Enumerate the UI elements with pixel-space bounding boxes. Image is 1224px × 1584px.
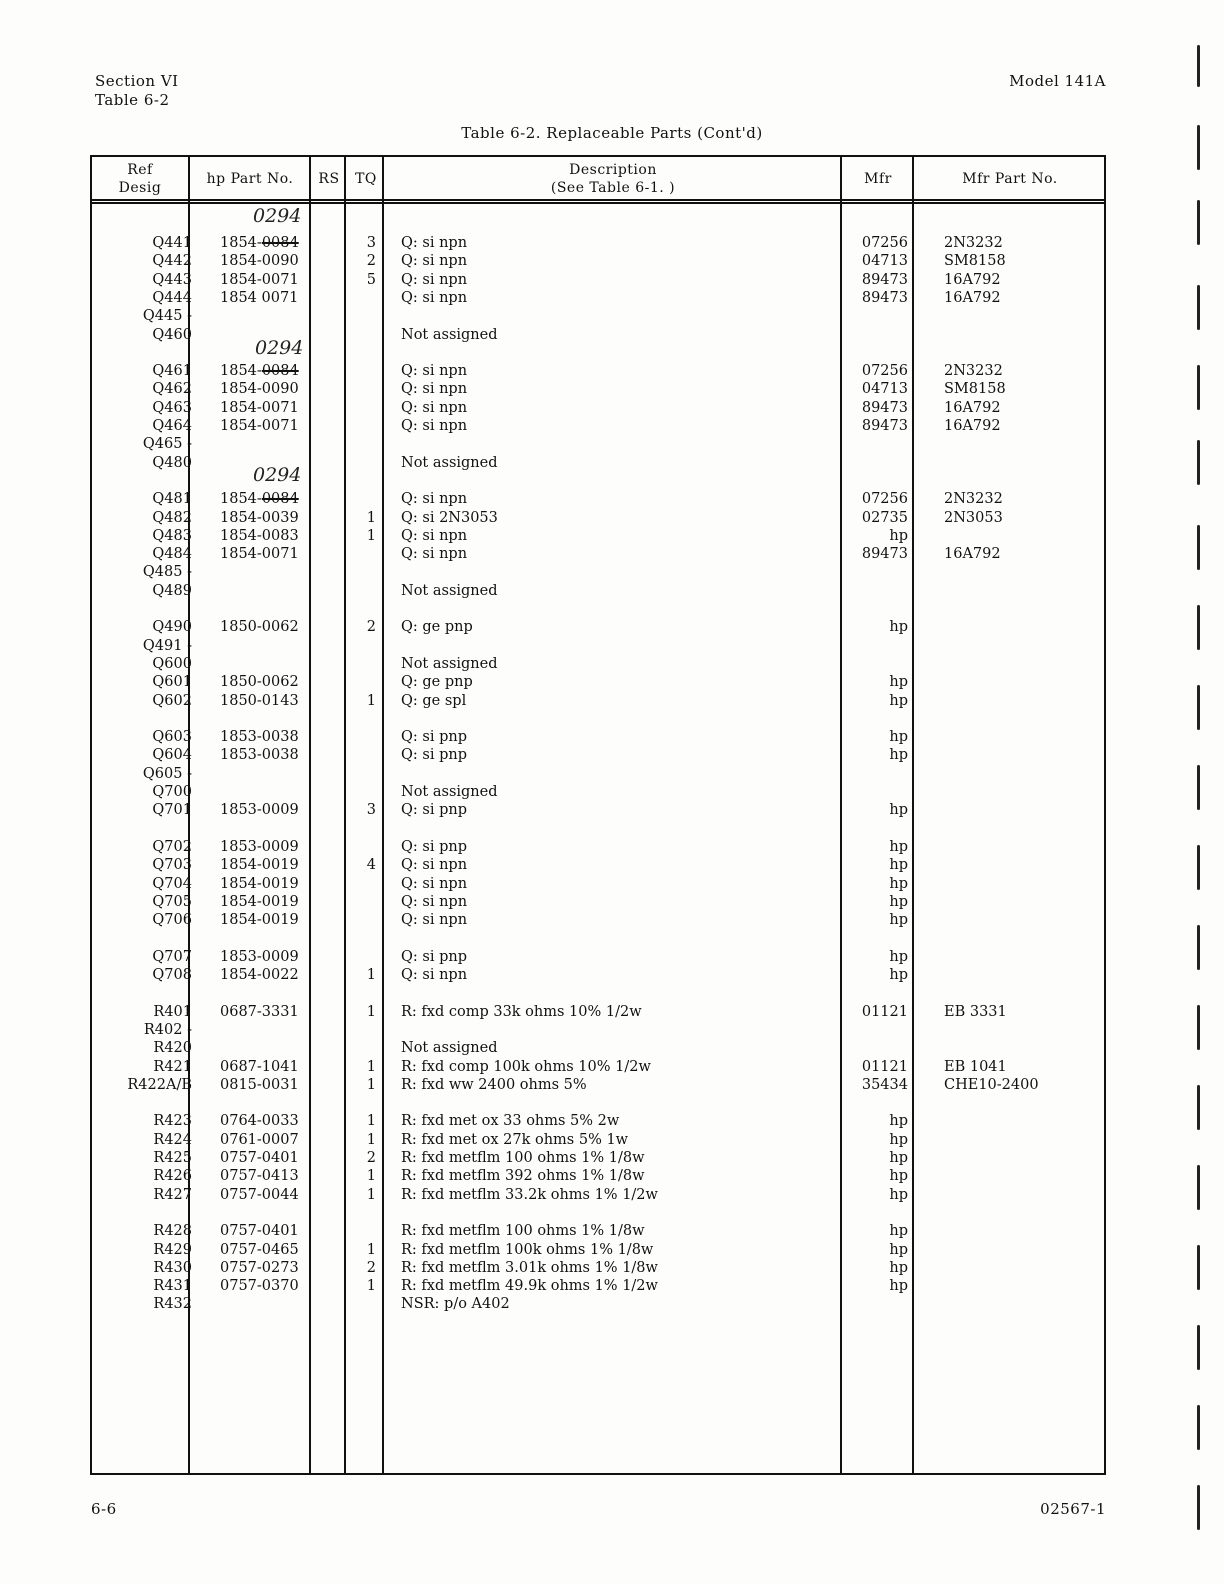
ref-desig-cell: Q462	[152, 381, 192, 398]
description-cell: Not assigned	[401, 784, 498, 800]
table-row	[92, 582, 1108, 600]
binding-edge-mark	[1197, 125, 1200, 170]
table-reference: Table 6-2	[95, 91, 170, 109]
mfr-part-cell: CHE10-2400	[944, 1076, 1039, 1093]
mfr-part-cell: 2N3232	[944, 235, 1003, 251]
mfr-cell: 89473	[861, 399, 908, 416]
table-row	[92, 1277, 1108, 1295]
description-cell: Q: ge spl	[401, 692, 467, 709]
mfr-part-cell: 2N3232	[944, 491, 1003, 508]
col-header-mfr-part: Mfr Part No.	[962, 171, 1058, 187]
ref-desig-cell: R429	[153, 1241, 192, 1258]
description-cell: Q: si npn	[401, 399, 468, 416]
ref-desig-cell: Q460	[152, 326, 192, 343]
ref-desig-cell: R432	[153, 1296, 192, 1313]
mfr-cell: hp	[889, 802, 908, 819]
mfr-cell: hp	[889, 747, 908, 764]
ref-desig-cell: Q483	[152, 527, 192, 544]
ref-desig-cell: Q707	[152, 948, 192, 965]
mfr-cell: hp	[889, 1150, 908, 1166]
table-row	[92, 911, 1108, 929]
table-row	[92, 637, 1108, 655]
ref-desig-cell: Q702	[152, 838, 192, 855]
ref-desig-cell: R422A/B	[127, 1076, 192, 1093]
description-cell: Not assigned	[401, 1040, 498, 1057]
description-cell: R: fxd metflm 3.01k ohms 1% 1/8w	[401, 1259, 658, 1276]
section-header	[95, 72, 179, 110]
tq-cell: 1	[366, 1131, 376, 1148]
description-cell: Q: si pnp	[401, 729, 467, 746]
tq-cell: 5	[366, 271, 376, 288]
mfr-part-cell: 16A792	[944, 399, 1001, 416]
table-row	[92, 948, 1108, 966]
hp-part-cell: 1850-0062	[220, 674, 299, 691]
mfr-cell: hp	[889, 729, 908, 746]
mfr-part-cell: SM8158	[944, 253, 1006, 270]
description-cell: Q: si npn	[401, 967, 468, 983]
description-cell: Q: si npn	[401, 289, 468, 306]
mfr-cell: hp	[889, 527, 908, 544]
ref-desig-cell: Q708	[152, 967, 192, 983]
mfr-cell: hp	[889, 619, 908, 636]
description-cell: Q: si npn	[401, 418, 468, 434]
binding-edge-mark	[1197, 1325, 1200, 1370]
ref-desig-cell: R423	[153, 1113, 192, 1130]
col-header-tq: TQ	[355, 171, 377, 187]
binding-edge-mark	[1197, 1405, 1200, 1450]
hp-part-cell: 1854-0084	[220, 491, 299, 508]
ref-desig-cell: Q442	[152, 253, 192, 270]
hp-part-cell: 1854-0084	[220, 363, 299, 380]
description-cell: R: fxd metflm 33.2k ohms 1% 1/2w	[401, 1186, 658, 1203]
col-header-rs: RS	[318, 171, 340, 187]
description-cell: Q: si npn	[401, 875, 468, 892]
ref-desig-cell: Q490	[152, 619, 192, 636]
binding-edge-mark	[1197, 685, 1200, 730]
tq-cell: 1	[366, 1278, 376, 1295]
description-cell: NSR: p/o A402	[401, 1296, 510, 1313]
table-row	[92, 1186, 1108, 1204]
description-cell: Q: ge pnp	[401, 674, 473, 691]
table-row	[92, 618, 1108, 636]
ref-desig-cell: Q480	[152, 454, 192, 471]
mfr-cell: 01121	[861, 1058, 908, 1075]
hp-part-cell: 1853-0009	[220, 802, 299, 819]
ref-desig-cell: R402 -	[143, 1021, 192, 1038]
table-row	[92, 1131, 1108, 1149]
ref-desig-cell: R401	[153, 1003, 192, 1020]
model-label: Model 141A	[1009, 72, 1106, 90]
table-row	[92, 692, 1108, 710]
ref-desig-cell: Q484	[152, 546, 192, 563]
table-row	[92, 1021, 1108, 1039]
hp-part-cell: 1854 0071	[220, 289, 299, 306]
description-cell: Q: si pnp	[401, 747, 467, 764]
table-row	[92, 1241, 1108, 1259]
page-number: 6-6	[91, 1500, 117, 1518]
table-row	[92, 783, 1108, 801]
hp-part-cell: 0757-0273	[220, 1259, 299, 1276]
tq-cell: 1	[366, 1058, 376, 1075]
mfr-cell: hp	[889, 1168, 908, 1185]
tq-cell: 1	[366, 1186, 376, 1203]
description-cell: Q: si npn	[401, 491, 468, 508]
mfr-cell: hp	[889, 1278, 908, 1295]
hp-part-cell: 0757-0044	[220, 1186, 299, 1203]
hp-part-cell: 1854-0090	[220, 381, 299, 398]
table-row	[92, 1003, 1108, 1021]
mfr-cell: hp	[889, 1113, 908, 1130]
table-row	[92, 563, 1108, 581]
hp-part-cell: 1853-0038	[220, 729, 299, 746]
tq-cell: 2	[366, 253, 376, 270]
mfr-cell: 07256	[861, 491, 908, 508]
description-cell: Q: si npn	[401, 271, 468, 288]
mfr-part-cell: EB 1041	[944, 1058, 1007, 1075]
ref-desig-cell: Q701	[152, 802, 192, 819]
mfr-cell: hp	[889, 1131, 908, 1148]
hp-part-cell: 1854-0083	[220, 527, 299, 544]
ref-desig-cell: Q443	[152, 271, 192, 288]
mfr-cell: 07256	[861, 363, 908, 380]
ref-desig-cell: Q489	[152, 582, 192, 599]
hp-part-cell: 0815-0031	[220, 1076, 299, 1093]
table-row	[92, 234, 1108, 252]
table-row	[92, 509, 1108, 527]
binding-edge-mark	[1197, 365, 1200, 410]
tq-cell: 3	[366, 235, 376, 251]
mfr-part-cell: 2N3232	[944, 363, 1003, 380]
table-row	[92, 435, 1108, 453]
tq-cell: 1	[366, 509, 376, 526]
tq-cell: 2	[366, 1259, 376, 1276]
mfr-cell: 01121	[861, 1003, 908, 1020]
table-row	[92, 856, 1108, 874]
description-cell: Q: si npn	[401, 912, 468, 929]
binding-edge-mark	[1197, 525, 1200, 570]
handwritten-note: 0294	[253, 205, 302, 227]
ref-desig-cell: Q482	[152, 509, 192, 526]
table-row	[92, 1167, 1108, 1185]
ref-desig-cell: Q705	[152, 893, 192, 910]
hp-part-cell: 1853-0009	[220, 838, 299, 855]
table-row	[92, 252, 1108, 270]
ref-desig-cell: R428	[153, 1223, 192, 1240]
description-cell: Not assigned	[401, 655, 498, 672]
tq-cell: 1	[366, 1113, 376, 1130]
ref-desig-cell: Q445 -	[142, 308, 192, 325]
binding-edge-mark	[1197, 1485, 1200, 1530]
tq-cell: 1	[366, 1241, 376, 1258]
table-row	[92, 1222, 1108, 1240]
table-row	[92, 326, 1108, 344]
mfr-cell: hp	[889, 893, 908, 910]
hp-part-cell: 1854-0084	[220, 235, 299, 251]
binding-edge-mark	[1197, 1165, 1200, 1210]
hp-part-cell: 1854-0019	[220, 893, 299, 910]
col-header-description	[385, 157, 841, 201]
ref-desig-cell: R420	[153, 1040, 192, 1057]
mfr-cell: hp	[889, 967, 908, 983]
mfr-cell: 89473	[861, 289, 908, 306]
ref-desig-cell: Q703	[152, 857, 192, 874]
ref-desig-cell: Q441	[152, 235, 192, 251]
ref-desig-cell: Q706	[152, 912, 192, 929]
description-cell: Not assigned	[401, 454, 498, 471]
description-cell: Q: si pnp	[401, 802, 467, 819]
binding-edge-mark	[1197, 605, 1200, 650]
description-cell: Q: si 2N3053	[401, 509, 498, 526]
ref-desig-cell: Q491 -	[142, 637, 192, 654]
ref-desig-cell: Q604	[152, 747, 192, 764]
hp-part-cell: 0687-1041	[220, 1058, 299, 1075]
table-row	[92, 728, 1108, 746]
binding-edge-mark	[1197, 200, 1200, 245]
table-row	[92, 399, 1108, 417]
tq-cell: 1	[366, 967, 376, 983]
mfr-cell: hp	[889, 912, 908, 929]
table-row	[92, 545, 1108, 563]
hp-part-cell: 0764-0033	[220, 1113, 299, 1130]
ref-desig-cell: R427	[153, 1186, 192, 1203]
description-cell: Q: si npn	[401, 857, 468, 874]
hp-part-cell: 1854-0071	[220, 418, 299, 434]
parts-table	[90, 155, 1106, 1475]
table-row	[92, 289, 1108, 307]
document-number: 02567-1	[1040, 1500, 1106, 1518]
description-cell: Q: si npn	[401, 235, 468, 251]
table-row	[92, 417, 1108, 435]
binding-edge-mark	[1197, 845, 1200, 890]
description-cell: R: fxd metflm 100k ohms 1% 1/8w	[401, 1241, 654, 1258]
section-title: Section VI	[95, 72, 179, 90]
ref-desig-cell: Q463	[152, 399, 192, 416]
ref-desig-cell: Q464	[152, 418, 192, 434]
hp-part-cell: 1854-0039	[220, 509, 299, 526]
table-row	[92, 1259, 1108, 1277]
mfr-cell: hp	[889, 674, 908, 691]
ref-desig-cell: R430	[153, 1259, 192, 1276]
mfr-cell: 07256	[861, 235, 908, 251]
table-row	[92, 380, 1108, 398]
hp-part-cell: 1854-0071	[220, 546, 299, 563]
table-row	[92, 1112, 1108, 1130]
description-cell: Q: si npn	[401, 527, 468, 544]
description-cell: R: fxd comp 33k ohms 10% 1/2w	[401, 1003, 642, 1020]
handwritten-note: 0294	[253, 464, 302, 486]
hp-part-cell: 1853-0009	[220, 948, 299, 965]
description-cell: R: fxd metflm 392 ohms 1% 1/8w	[401, 1168, 645, 1185]
header-divider	[92, 199, 1104, 201]
ref-desig-cell: R431	[153, 1278, 192, 1295]
hp-part-cell: 0687-3331	[220, 1003, 299, 1020]
binding-edge-mark	[1197, 285, 1200, 330]
table-row	[92, 362, 1108, 380]
table-row	[92, 765, 1108, 783]
description-cell: Q: si npn	[401, 893, 468, 910]
mfr-cell: hp	[889, 857, 908, 874]
binding-edge-mark	[1197, 45, 1200, 87]
hp-part-cell: 1853-0038	[220, 747, 299, 764]
mfr-part-cell: 16A792	[944, 418, 1001, 434]
description-cell: R: fxd ww 2400 ohms 5%	[401, 1076, 587, 1093]
mfr-cell: hp	[889, 1241, 908, 1258]
hp-part-cell: 1854-0019	[220, 912, 299, 929]
ref-desig-cell: Q444	[152, 289, 192, 306]
mfr-cell: hp	[889, 1186, 908, 1203]
hp-part-cell: 1854-0019	[220, 857, 299, 874]
table-row	[92, 490, 1108, 508]
table-row	[92, 655, 1108, 673]
description-cell: Not assigned	[401, 326, 498, 343]
ref-desig-cell: Q465 -	[142, 436, 192, 453]
table-row	[92, 966, 1108, 984]
col-header-mfr: Mfr	[864, 171, 892, 187]
binding-edge-mark	[1197, 1085, 1200, 1130]
table-row	[92, 838, 1108, 856]
ref-desig-cell: R425	[153, 1150, 192, 1166]
hp-part-cell: 0761-0007	[220, 1131, 299, 1148]
ref-desig-cell: R421	[153, 1058, 192, 1075]
description-cell: Not assigned	[401, 582, 498, 599]
mfr-cell: 35434	[861, 1076, 908, 1093]
ref-desig-cell: Q461	[152, 363, 192, 380]
ref-desig-cell: Q481	[152, 491, 192, 508]
table-row	[92, 454, 1108, 472]
mfr-cell: hp	[889, 948, 908, 965]
tq-cell: 1	[366, 527, 376, 544]
mfr-cell: hp	[889, 838, 908, 855]
binding-edge-mark	[1197, 440, 1200, 485]
mfr-part-cell: 16A792	[944, 289, 1001, 306]
description-cell: R: fxd metflm 100 ohms 1% 1/8w	[401, 1150, 645, 1166]
tq-cell: 1	[366, 692, 376, 709]
tq-cell: 4	[366, 857, 376, 874]
description-cell: Q: si npn	[401, 253, 468, 270]
ref-desig-cell: Q485 -	[142, 564, 192, 581]
description-cell: R: fxd met ox 33 ohms 5% 2w	[401, 1113, 620, 1130]
description-cell: Q: si npn	[401, 363, 468, 380]
description-cell: R: fxd comp 100k ohms 10% 1/2w	[401, 1058, 651, 1075]
description-cell: R: fxd metflm 49.9k ohms 1% 1/2w	[401, 1278, 658, 1295]
tq-cell: 2	[366, 619, 376, 636]
mfr-cell: 02735	[861, 509, 908, 526]
ref-desig-cell: Q603	[152, 729, 192, 746]
ref-desig-cell: Q600	[152, 655, 192, 672]
table-row	[92, 673, 1108, 691]
hp-part-cell: 1854-0019	[220, 875, 299, 892]
mfr-part-cell: 16A792	[944, 546, 1001, 563]
col-header-ref-desig-text: Ref Desig	[118, 162, 162, 196]
binding-edge-mark	[1197, 765, 1200, 810]
description-cell: Q: si npn	[401, 546, 468, 563]
description-cell: R: fxd met ox 27k ohms 5% 1w	[401, 1131, 629, 1148]
table-row	[92, 801, 1108, 819]
tq-cell: 1	[366, 1076, 376, 1093]
mfr-cell: hp	[889, 1223, 908, 1240]
table-row	[92, 527, 1108, 545]
ref-desig-cell: Q704	[152, 875, 192, 892]
hp-part-cell: 1854-0022	[220, 967, 299, 983]
description-cell: R: fxd metflm 100 ohms 1% 1/8w	[401, 1223, 645, 1240]
mfr-part-cell: EB 3331	[944, 1003, 1007, 1020]
hp-part-cell: 1850-0143	[220, 692, 299, 709]
mfr-cell: 89473	[861, 271, 908, 288]
hp-part-cell: 1854-0071	[220, 399, 299, 416]
hp-part-cell: 0757-0370	[220, 1278, 299, 1295]
hp-part-cell: 1854-0071	[220, 271, 299, 288]
mfr-cell: hp	[889, 692, 908, 709]
ref-desig-cell: R424	[153, 1131, 192, 1148]
table-row	[92, 1149, 1108, 1167]
tq-cell: 3	[366, 802, 376, 819]
table-row	[92, 1058, 1108, 1076]
table-row	[92, 271, 1108, 289]
mfr-cell: hp	[889, 1259, 908, 1276]
hp-part-cell: 0757-0401	[220, 1150, 299, 1166]
ref-desig-cell: R426	[153, 1168, 192, 1185]
col-header-hp-part: hp Part No.	[206, 171, 294, 187]
description-cell: Q: si pnp	[401, 948, 467, 965]
hp-part-cell: 0757-0401	[220, 1223, 299, 1240]
col-header-ref-desig	[92, 157, 188, 201]
tq-cell: 1	[366, 1003, 376, 1020]
hp-part-cell: 0757-0413	[220, 1168, 299, 1185]
hp-part-cell: 0757-0465	[220, 1241, 299, 1258]
description-cell: Q: si npn	[401, 381, 468, 398]
mfr-part-cell: 2N3053	[944, 509, 1003, 526]
mfr-cell: 89473	[861, 418, 908, 434]
description-cell: Q: ge pnp	[401, 619, 473, 636]
handwritten-note: 0294	[255, 337, 304, 359]
table-row	[92, 1076, 1108, 1094]
mfr-cell: 04713	[861, 381, 908, 398]
ref-desig-cell: Q601	[152, 674, 192, 691]
ref-desig-cell: Q605 -	[142, 765, 192, 782]
mfr-part-cell: 16A792	[944, 271, 1001, 288]
table-row	[92, 893, 1108, 911]
description-cell: Q: si pnp	[401, 838, 467, 855]
binding-edge-mark	[1197, 1245, 1200, 1290]
table-caption: Table 6-2. Replaceable Parts (Cont'd)	[461, 124, 763, 142]
tq-cell: 1	[366, 1168, 376, 1185]
tq-cell: 2	[366, 1150, 376, 1166]
mfr-part-cell: SM8158	[944, 381, 1006, 398]
hp-part-cell: 1854-0090	[220, 253, 299, 270]
mfr-cell: hp	[889, 875, 908, 892]
ref-desig-cell: Q700	[152, 784, 192, 800]
table-row	[92, 1295, 1108, 1313]
ref-desig-cell: Q602	[152, 692, 192, 709]
hp-part-cell: 1850-0062	[220, 619, 299, 636]
col-header-description-text: Description (See Table 6-1. )	[550, 162, 676, 196]
table-row	[92, 746, 1108, 764]
mfr-cell: 89473	[861, 546, 908, 563]
table-row	[92, 875, 1108, 893]
binding-edge-mark	[1197, 925, 1200, 970]
table-row	[92, 307, 1108, 325]
table-row	[92, 1039, 1108, 1057]
binding-edge-mark	[1197, 1005, 1200, 1050]
header-divider-double	[92, 202, 1104, 204]
mfr-cell: 04713	[861, 253, 908, 270]
